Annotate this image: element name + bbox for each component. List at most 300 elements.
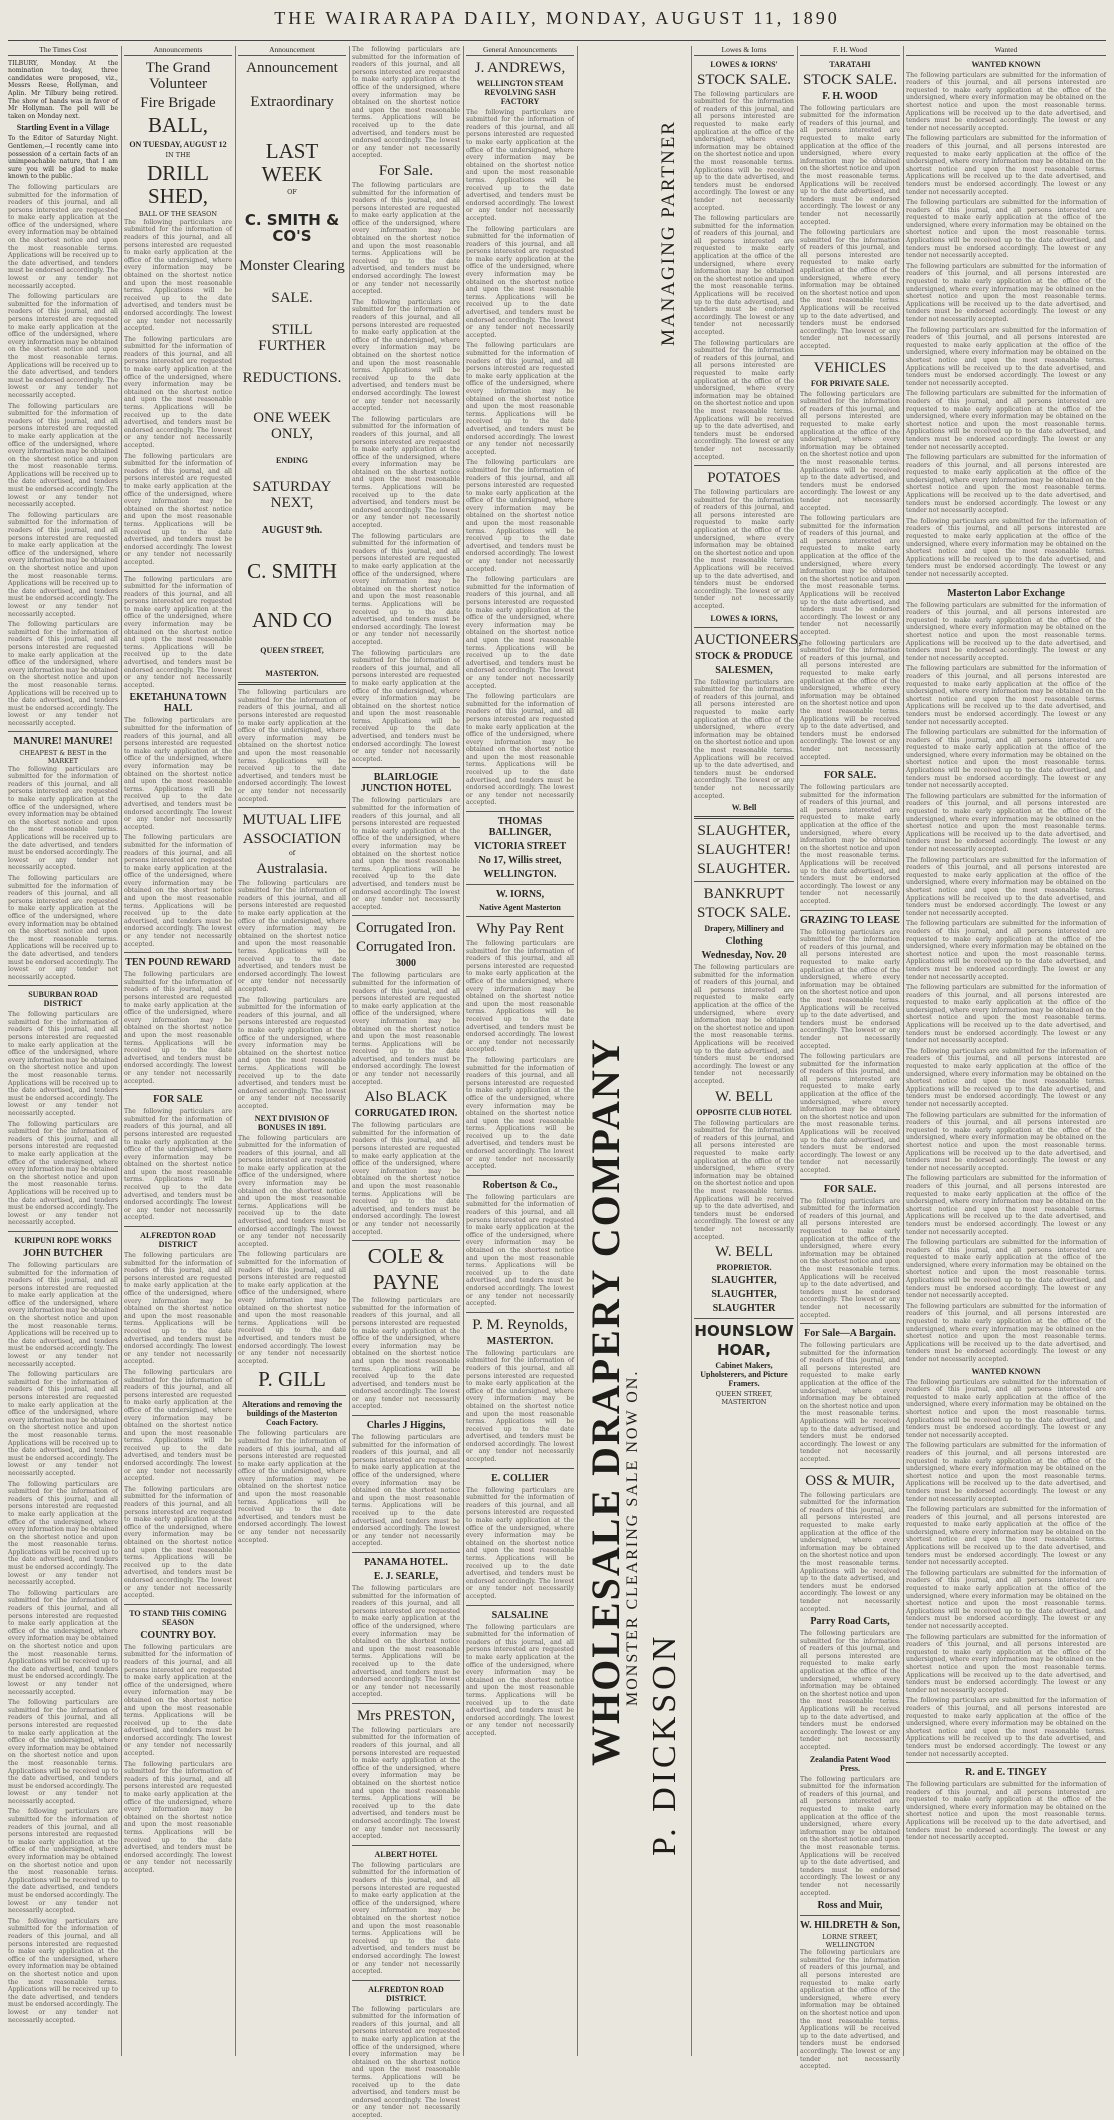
body-text: The following particulars are submitted for the information of readers of this journal, and all persons interested are requested to make early application at the office of the undersigned, where every information may be obtained on the shortest notice and upon the most reasonable terms. Applications will be received up to the date advertised, and tenders must be endorsed accordingly. The lowest or any tender not necessarily accepted. — [8, 402, 118, 509]
body-text: The following particulars are submitted for the information of readers of this journal, and all persons interested are requested to make early application at the office of the undersigned, where every information may be obtained on the shortest notice and upon the most reasonable terms. Applications will be received up to the date advertised, and tenders must be endorsed accordingly. The lowest or any tender not necessarily accepted. — [694, 90, 794, 212]
divider — [800, 1915, 900, 1916]
ad-heading: SUBURBAN ROAD DISTRICT — [28, 990, 98, 1009]
body-text: The following particulars are submitted for the information of readers of this journal, and all persons interested are requested to make early application at the office of the undersigned, where every information may be obtained on the shortest notice and upon the most reasonable terms. Applications will be received up to the date advertised, and tenders must be endorsed accordingly. The lowest or any tender not necessarily accepted. — [906, 1175, 1106, 1236]
news-paragraph: To the Editor of Saturday Night. Gentlemen,—I recently came into possession of a certain facts of an unimpeachable nature, that I am sure you will be glad to make known to the public. — [8, 135, 118, 181]
masthead — [0, 0, 1114, 40]
body-text: The following particulars are submitted for the information of readers of this journal, and all persons interested are requested to make early application at the office of the undersigned, where every information may be obtained on the shortest notice and upon the most reasonable terms. Applications will be received up to the date advertised, and tenders must be endorsed accordingly. The lowest or any tender not necessarily accepted. — [352, 2005, 460, 2119]
ad-heading: Mrs PRESTON, — [356, 1707, 456, 1724]
ad-caption: of — [288, 849, 296, 858]
ad-heading: Extraordinary — [250, 93, 334, 110]
ad-heading: Clothing — [725, 936, 763, 948]
ad-heading: MANURE! MANURE! — [13, 736, 113, 748]
body-text: The following particulars are submitted for the information of readers of this journal, and all persons interested are requested to make early application at the office of the undersigned, where every information may be obtained on the shortest notice and upon the most reasonable terms. Applications will be received up to the date advertised, and tenders must be endorsed accordingly. The lowest or any tender not necessarily accepted. — [466, 1349, 574, 1464]
body-text: The following particulars are submitted for the information of readers of this journal, and all persons interested are requested to make early application at the office of the undersigned, where every information may be obtained on the shortest notice and upon the most reasonable terms. Applications will be received up to the date advertised, and tenders must be endorsed accordingly. The lowest or any tender not necessarily accepted. — [352, 649, 460, 763]
body-text: The following particulars are submitted for the information of readers of this journal, and all persons interested are requested to make early application at the office of the undersigned, where every information may be obtained on the shortest notice and upon the most reasonable terms. Applications will be received up to the date advertised, and tenders must be endorsed accordingly. The lowest or any tender not necessarily accepted. — [352, 46, 460, 160]
divider — [800, 355, 900, 356]
ad-heading: SLAUGHTER. — [697, 861, 791, 878]
ad-vertical-heading: WHOLESALE DRAPERY COMPANY — [583, 1037, 628, 1766]
body-text: The following particulars are submitted for the information of readers of this journal, and all persons interested are requested to make early application at the office of the undersigned, where every information may be obtained on the shortest notice and upon the most reasonable terms. Applications will be received up to the date advertised, and tenders must be endorsed accordingly. The lowest or any tender not necessarily accepted. — [906, 665, 1106, 726]
divider — [466, 811, 574, 812]
ad-heading: SALE. — [271, 290, 313, 307]
body-text: The following particulars are submitted for the information of readers of this journal, and all persons interested are requested to make early application at the office of the undersigned, where every information may be obtained on the shortest notice and upon the most reasonable terms. Applications will be received up to the date advertised, and tenders must be endorsed accordingly. The lowest or any tender not necessarily accepted. — [906, 1239, 1106, 1300]
body-text: The following particulars are submitted for the information of readers of this journal, and all persons interested are requested to make early application at the office of the undersigned, where every information may be obtained on the shortest notice and upon the most reasonable terms. Applications will be received up to the date advertised, and tenders must be endorsed accordingly. The lowest or any tender not necessarily accepted. — [124, 335, 232, 449]
divider — [238, 807, 346, 808]
body-text: The following particulars are submitted for the information of readers of this journal, and all persons interested are requested to make early application at the office of the undersigned, where every information may be obtained on the shortest notice and upon the most reasonable terms. Applications will be received up to the date advertised, and tenders must be endorsed accordingly. The lowest or any tender not necessarily accepted. — [466, 693, 574, 807]
body-text: The following particulars are submitted for the information of readers of this journal, and all persons interested are requested to make early application at the office of the undersigned, where every information may be obtained on the shortest notice and upon the most reasonable terms. Applications will be received up to the date advertised, and tenders must be endorsed accordingly. The lowest or any tender not necessarily accepted. — [906, 1111, 1106, 1172]
divider — [352, 1552, 460, 1553]
divider — [352, 1240, 460, 1241]
body-text: The following particulars are submitted for the information of readers of this journal, and all persons interested are requested to make early application at the office of the undersigned, where every information may be obtained on the shortest notice and upon the most reasonable terms. Applications will be received up to the date advertised, and tenders must be endorsed accordingly. The lowest or any tender not necessarily accepted. — [694, 489, 794, 610]
ad-heading: WELLINGTON. — [483, 869, 557, 881]
ad-heading: J. ANDREWS, — [474, 59, 566, 76]
ad-heading: DRILL SHED, — [147, 161, 209, 209]
ad-heading: GRAZING TO LEASE — [800, 914, 900, 926]
ad-subheading: 3000 — [396, 958, 416, 970]
ad-heading: Ross and Muir, — [817, 1900, 883, 1912]
news-paragraph: TILBURY, Monday. At the nomination to-day, three candidates were proposed, viz., Messrs Reese, Hollyman, and Aplin. Mr Tilbury being retired. The show of hands was in favor of Mr Hollyman. The poll will be taken on Monday next. — [8, 59, 118, 120]
body-text: The following particulars are submitted for the information of readers of this journal, and all persons interested are requested to make early application at the office of the undersigned, where every information may be obtained on the shortest notice and upon the most reasonable terms. Applications will be received up to the date advertised, and tenders must be endorsed accordingly. The lowest or any tender not necessarily accepted. — [906, 920, 1106, 981]
ad-heading: F. H. WOOD — [822, 90, 878, 102]
ad-heading: W. BELL — [715, 1088, 773, 1105]
body-text: The following particulars are submitted for the information of readers of this journal, and all persons interested are requested to make early application at the office of the undersigned, where every information may be obtained on the shortest notice and upon the most reasonable terms. Applications will be received up to the date advertised, and tenders must be endorsed accordingly. The lowest or any tender not necessarily accepted. — [352, 1726, 460, 1841]
body-text: The following particulars are submitted for the information of readers of this journal, and all persons interested are requested to make early application at the office of the undersigned, where every information may be obtained on the shortest notice and upon the most reasonable terms. Applications will be received up to the date advertised, and tenders must be endorsed accordingly. The lowest or any tender not necessarily accepted. — [352, 1861, 460, 1976]
ad-heading: STOCK SALE. — [697, 71, 791, 88]
ad-heading: FOR SALE. — [823, 1183, 877, 1195]
body-text: The following particulars are submitted for the information of readers of this journal, and all persons interested are requested to make early application at the office of the undersigned, where every information may be obtained on the shortest notice and upon the most reasonable terms. Applications will be received up to the date advertised, and tenders must be endorsed accordingly. The lowest or any tender not necessarily accepted. — [8, 1589, 118, 1696]
body-text: The following particulars are submitted for the information of readers of this journal, and all persons interested are requested to make early application at the office of the undersigned, where every information may be obtained on the shortest notice and upon the most reasonable terms. Applications will be received up to the date advertised, and tenders must be endorsed accordingly. The lowest or any tender not necessarily accepted. — [124, 452, 232, 566]
ad-heading: LAST WEEK — [261, 138, 323, 186]
body-text: The following particulars are submitted for the information of readers of this journal, and all persons interested are requested to make early application at the office of the undersigned, where every information may be obtained on the shortest notice and upon the most reasonable terms. Applications will be received up to the date advertised, and tenders must be endorsed accordingly. The lowest or any tender not necessarily accepted. — [8, 874, 118, 981]
body-text: The following particulars are submitted for the information of readers of this journal, and all persons interested are requested to make early application at the office of the undersigned, where every information may be obtained on the shortest notice and upon the most reasonable terms. Applications will be received up to the date advertised, and tenders must be endorsed accordingly. The lowest or any tender not necessarily accepted. — [906, 199, 1106, 260]
column-header: Lowes & Iorns — [694, 46, 794, 56]
divider — [124, 952, 232, 953]
body-text: The following particulars are submitted for the information of readers of this journal, and all persons interested are requested to make early application at the office of the undersigned, where every information may be obtained on the shortest notice and upon the most reasonable terms. Applications will be received up to the date advertised, and tenders must be endorsed accordingly. The lowest or any tender not necessarily accepted. — [906, 856, 1106, 917]
column-7 — [694, 45, 802, 2056]
body-text: The following particulars are submitted for the information of readers of this journal, and all persons interested are requested to make early application at the office of the undersigned, where every information may be obtained on the shortest notice and upon the most reasonable terms. Applications will be received up to the date advertised, and tenders must be endorsed accordingly. The lowest or any tender not necessarily accepted. — [238, 1251, 346, 1365]
body-text: The following particulars are submitted for the information of readers of this journal, and all persons interested are requested to make early application at the office of the undersigned, where every information may be obtained on the shortest notice and upon the most reasonable terms. Applications will be received up to the date advertised, and tenders must be endorsed accordingly. The lowest or any tender not necessarily accepted. — [906, 517, 1106, 578]
divider — [352, 1845, 460, 1846]
ad-heading: SLAUGHTER, — [711, 1289, 777, 1301]
divider — [800, 1323, 900, 1324]
ad-heading: ALBERT HOTEL — [374, 1849, 438, 1859]
body-text: The following particulars are submitted for the information of readers of this journal, and all persons interested are requested to make early application at the office of the undersigned, where every information may be obtained on the shortest notice and upon the most reasonable terms. Applications will be received up to the date advertised, and tenders must be endorsed accordingly. The lowest or any tender not necessarily accepted. — [124, 218, 232, 333]
body-text: The following particulars are submitted for the information of readers of this journal, and all persons interested are requested to make early application at the office of the undersigned, where every information may be obtained on the shortest notice and upon the most reasonable terms. Applications will be received up to the date advertised, and tenders must be endorsed accordingly. The lowest or any tender not necessarily accepted. — [694, 339, 794, 461]
column-header: Announcements — [124, 46, 232, 56]
ad-heading: JOHN BUTCHER — [23, 1247, 103, 1259]
ad-heading: TO STAND THIS COMING SEASON — [129, 1608, 227, 1627]
column-header: Announcement — [238, 46, 346, 56]
body-text: The following particulars are submitted for the information of readers of this journal, and all persons interested are requested to make early application at the office of the undersigned, where every information may be obtained on the shortest notice and upon the most reasonable terms. Applications will be received up to the date advertised, and tenders must be endorsed accordingly. The lowest or any tender not necessarily accepted. — [906, 1506, 1106, 1567]
body-text: The following particulars are submitted for the information of readers of this journal, and all persons interested are requested to make early application at the office of the undersigned, where every information may be obtained on the shortest notice and upon the most reasonable terms. Applications will be received up to the date advertised, and tenders must be endorsed accordingly. The lowest or any tender not necessarily accepted. — [800, 1949, 900, 2071]
column-2 — [124, 46, 232, 2056]
ad-heading: REDUCTIONS. — [242, 370, 342, 387]
ad-heading: OSS & MUIR, — [805, 1472, 895, 1489]
ad-heading: P. M. Reynolds, — [472, 1316, 568, 1333]
ad-vertical-name: P. DICKSON — [646, 1632, 683, 1856]
ad-subheading: PROPRIETOR. — [716, 1263, 772, 1273]
body-text: The following particulars are submitted for the information of readers of this journal, and all persons interested are requested to make early application at the office of the undersigned, where every information may be obtained on the shortest notice and upon the most reasonable terms. Applications will be received up to the date advertised, and tenders must be endorsed accordingly. The lowest or any tender not necessarily accepted. — [8, 621, 118, 727]
column-3 — [238, 46, 346, 2056]
column-rule — [797, 46, 798, 2056]
body-text: The following particulars are submitted for the information of readers of this journal, and all persons interested are requested to make early application at the office of the undersigned, where every information may be obtained on the shortest notice and upon the most reasonable terms. Applications will be received up to the date advertised, and tenders must be endorsed accordingly. The lowest or any tender not necessarily accepted. — [906, 984, 1106, 1045]
divider — [8, 985, 118, 986]
ad-heading: W. BELL — [715, 1244, 773, 1261]
ad-heading: STOCK & PRODUCE — [695, 650, 793, 662]
ad-heading: KURIPUNI ROPE WORKS — [14, 1235, 112, 1245]
body-text: The following particulars are submitted for the information of readers of this journal, and all persons interested are requested to make early application at the office of the undersigned, where every information may be obtained on the shortest notice and upon the most reasonable terms. Applications will be received up to the date advertised, and tenders must be endorsed accordingly. The lowest or any tender not necessarily accepted. — [124, 1368, 232, 1483]
body-text: The following particulars are submitted for the information of readers of this journal, and all persons interested are requested to make early application at the office of the undersigned, where every information may be obtained on the shortest notice and upon the most reasonable terms. Applications will be received up to the date advertised, and tenders must be endorsed accordingly. The lowest or any tender not necessarily accepted. — [352, 415, 460, 530]
ad-heading: PANAMA HOTEL. — [364, 1556, 448, 1568]
body-text: The following particulars are submitted for the information of readers of this journal, and all persons interested are requested to make early application at the office of the undersigned, where every information may be obtained on the shortest notice and upon the most reasonable terms. Applications will be received up to the date advertised, and tenders must be endorsed accordingly. The lowest or any tender not necessarily accepted. — [466, 1486, 574, 1600]
body-text: The following particulars are submitted for the information of readers of this journal, and all persons interested are requested to make early application at the office of the undersigned, where every information may be obtained on the shortest notice and upon the most reasonable terms. Applications will be received up to the date advertised, and tenders must be endorsed accordingly. The lowest or any tender not necessarily accepted. — [800, 390, 900, 512]
divider — [352, 1980, 460, 1981]
body-text: The following particulars are submitted for the information of readers of this journal, and all persons interested are requested to make early application at the office of the undersigned, where every information may be obtained on the shortest notice and upon the most reasonable terms. Applications will be received up to the date advertised, and tenders must be endorsed accordingly. The lowest or any tender not necessarily accepted. — [8, 511, 118, 618]
body-text: The following particulars are submitted for the information of readers of this journal, and all persons interested are requested to make early application at the office of the undersigned, where every information may be obtained on the shortest notice and upon the most reasonable terms. Applications will be received up to the date advertised, and tenders must be endorsed accordingly. The lowest or any tender not necessarily accepted. — [906, 454, 1106, 515]
body-text: The following particulars are submitted for the information of readers of this journal, and all persons interested are requested to make early application at the office of the undersigned, where every information may be obtained on the shortest notice and upon the most reasonable terms. Applications will be received up to the date advertised, and tenders must be endorsed accordingly. The lowest or any tender not necessarily accepted. — [238, 879, 346, 993]
body-text: The following particulars are submitted for the information of readers of this journal, and all persons interested are requested to make early application at the office of the undersigned, where every information may be obtained on the shortest notice and upon the most reasonable terms. Applications will be received up to the date advertised, and tenders must be endorsed accordingly. The lowest or any tender not necessarily accepted. — [352, 1434, 460, 1548]
wholesale-drapery-ad — [580, 46, 688, 2056]
ad-heading: Corrugated Iron. — [356, 939, 456, 956]
divider — [906, 583, 1106, 584]
ad-heading: STOCK SALE. — [697, 905, 791, 922]
divider — [906, 1762, 1106, 1763]
body-text: The following particulars are submitted for the information of readers of this journal, and all persons interested are requested to make early application at the office of the undersigned, where every information may be obtained on the shortest notice and upon the most reasonable terms. Applications will be received up to the date advertised, and tenders must be endorsed accordingly. The lowest or any tender not necessarily accepted. — [466, 1193, 574, 1308]
divider — [352, 767, 460, 768]
ad-subheading: ENDING — [275, 456, 308, 466]
ad-heading: SLAUGHTER — [712, 1303, 776, 1315]
divider — [694, 465, 794, 466]
ad-subheading: OPPOSITE CLUB HOTEL — [696, 1107, 792, 1117]
ad-heading: SALESMEN, — [715, 664, 773, 676]
ad-subheading: LOWES & IORNS, — [710, 613, 778, 623]
ad-subheading: W. Bell — [731, 803, 757, 813]
body-text: The following particulars are submitted for the information of readers of this journal, and all persons interested are requested to make early application at the office of the undersigned, where every information may be obtained on the shortest notice and upon the most reasonable terms. Applications will be received up to the date advertised, and tenders must be endorsed accordingly. The lowest or any tender not necessarily accepted. — [906, 71, 1106, 132]
ad-heading: No 17, Willis street, — [478, 855, 562, 867]
ad-heading: C. SMITH — [247, 559, 337, 584]
ad-heading: The Grand Volunteer — [145, 59, 211, 92]
ad-heading: SLAUGHTER, — [697, 823, 791, 840]
article-heading: Startling Event in a Village — [16, 123, 110, 133]
ad-subheading: Drapery, Millinery and — [704, 924, 784, 934]
ad-caption: BALL OF THE SEASON — [138, 210, 218, 219]
ad-heading: Robertson & Co., — [482, 1179, 558, 1191]
ad-heading: C. SMITH & CO'S — [244, 211, 340, 246]
body-text: The following particulars are submitted for the information of readers of this journal, and all persons interested are requested to make early application at the office of the undersigned, where every information may be obtained on the shortest notice and upon the most reasonable terms. Applications will be received up to the date advertised, and tenders must be endorsed accordingly. The lowest or any tender not necessarily accepted. — [352, 1122, 460, 1236]
ad-heading: EKETAHUNA TOWN HALL — [129, 692, 227, 715]
ad-subheading: NEXT DIVISION OF BONUSES IN 1891. — [254, 1113, 330, 1132]
divider — [694, 816, 794, 819]
body-text: The following particulars are submitted for the information of readers of this journal, and all persons interested are requested to make early application at the office of the undersigned, where every information may be obtained on the shortest notice and upon the most reasonable terms. Applications will be received up to the date advertised, and tenders must be endorsed accordingly. The lowest or any tender not necessarily accepted. — [124, 717, 232, 831]
ad-heading: MUTUAL LIFE — [242, 812, 342, 829]
ad-subheading: FOR PRIVATE SALE. — [810, 378, 890, 388]
body-text: The following particulars are submitted for the information of readers of this journal, and all persons interested are requested to make early application at the office of the undersigned, where every information may be obtained on the shortest notice and upon the most reasonable terms. Applications will be received up to the date advertised, and tenders must be endorsed accordingly. The lowest or any tender not necessarily accepted. — [124, 1485, 232, 1600]
divider — [466, 1605, 574, 1606]
body-text: The following particulars are submitted for the information of readers of this journal, and all persons interested are requested to make early application at the office of the undersigned, where every information may be obtained on the shortest notice and upon the most reasonable terms. Applications will be received up to the date advertised, and tenders must be endorsed accordingly. The lowest or any tender not necessarily accepted. — [8, 1917, 118, 2024]
body-text: The following particulars are submitted for the information of readers of this journal, and all persons interested are requested to make early application at the office of the undersigned, where every information may be obtained on the shortest notice and upon the most reasonable terms. Applications will be received up to the date advertised, and tenders must be endorsed accordingly. The lowest or any tender not necessarily accepted. — [352, 532, 460, 646]
ad-heading: Parry Road Carts, — [810, 1616, 890, 1628]
ad-heading: Also BLACK — [364, 1089, 448, 1106]
divider — [800, 1468, 900, 1469]
body-text: The following particulars are submitted for the information of readers of this journal, and all persons interested are requested to make early application at the office of the undersigned, where every information may be obtained on the shortest notice and upon the most reasonable terms. Applications will be received up to the date advertised, and tenders must be endorsed accordingly. The lowest or any tender not necessarily accepted. — [466, 459, 574, 573]
divider — [238, 682, 346, 685]
body-text: The following particulars are submitted for the information of readers of this journal, and all persons interested are requested to make early application at the office of the undersigned, where every information may be obtained on the shortest notice and upon the most reasonable terms. Applications will be received up to the date advertised, and tenders must be endorsed accordingly. The lowest or any tender not necessarily accepted. — [906, 390, 1106, 451]
ad-vertical-title: MANAGING PARTNER — [658, 120, 679, 346]
column-rule — [577, 46, 578, 2056]
body-text: The following particulars are submitted for the information of readers of this journal, and all persons interested are requested to make early application at the office of the undersigned, where every information may be obtained on the shortest notice and upon the most reasonable terms. Applications will be received up to the date advertised, and tenders must be endorsed accordingly. The lowest or any tender not necessarily accepted. — [8, 1480, 118, 1587]
ad-heading: CORRUGATED IRON. — [354, 1108, 458, 1120]
column-rule — [349, 46, 350, 2056]
ad-heading: SLAUGHTER, — [711, 1275, 777, 1287]
ad-heading: BLAIRLOGIE JUNCTION HOTEL — [360, 772, 452, 795]
ad-heading: ONE WEEK ONLY, — [253, 410, 331, 443]
ad-heading: W. IORNS, — [495, 889, 545, 901]
body-text: The following particulars are submitted for the information of readers of this journal, and all persons interested are requested to make early application at the office of the undersigned, where every information may be obtained on the shortest notice and upon the most reasonable terms. Applications will be received up to the date advertised, and tenders must be endorsed accordingly. The lowest or any tender not necessarily accepted. — [906, 135, 1106, 196]
ad-heading: WANTED KNOWN — [971, 1366, 1041, 1376]
ad-heading: W. HILDRETH & Son, — [800, 1920, 900, 1932]
ad-heading: WANTED KNOWN — [971, 59, 1041, 69]
body-text: The following particulars are submitted for the information of readers of this journal, and all persons interested are requested to make early application at the office of the undersigned, where every information may be obtained on the shortest notice and upon the most reasonable terms. Applications will be received up to the date advertised, and tenders must be endorsed accordingly. The lowest or any tender not necessarily accepted. — [466, 576, 574, 690]
body-text: The following particulars are submitted for the information of readers of this journal, and all persons interested are requested to make early application at the office of the undersigned, where every information may be obtained on the shortest notice and upon the most reasonable terms. Applications will be received up to the date advertised, and tenders must be endorsed accordingly. The lowest or any tender not necessarily accepted. — [124, 1760, 232, 1874]
body-text: The following particulars are submitted for the information of readers of this journal, and all persons interested are requested to make early application at the office of the undersigned, where every information may be obtained on the shortest notice and upon the most reasonable terms. Applications will be received up to the date advertised, and tenders must be endorsed accordingly. The lowest or any tender not necessarily accepted. — [124, 575, 232, 689]
divider — [694, 627, 794, 628]
ad-heading: HOUNSLOW — [694, 1322, 794, 1341]
column-header: F. H. Wood — [800, 46, 900, 56]
ad-heading: STOCK SALE. — [803, 71, 897, 88]
body-text: The following particulars are submitted for the information of readers of this journal, and all persons interested are requested to make early application at the office of the undersigned, where every information may be obtained on the shortest notice and upon the most reasonable terms. Applications will be received up to the date advertised, and tenders must be endorsed accordingly. The lowest or any tender not necessarily accepted. — [124, 834, 232, 948]
ad-subheading: MASTERTON. — [265, 669, 319, 679]
body-text: The following particulars are submitted for the information of readers of this journal, and all persons interested are requested to make early application at the office of the undersigned, where every information may be obtained on the shortest notice and upon the most reasonable terms. Applications will be received up to the date advertised, and tenders must be endorsed accordingly. The lowest or any tender not necessarily accepted. — [694, 1119, 794, 1241]
ad-heading: E. COLLIER — [491, 1472, 549, 1484]
body-text: The following particulars are submitted for the information of readers of this journal, and all persons interested are requested to make early application at the office of the undersigned, where every information may be obtained on the shortest notice and upon the most reasonable terms. Applications will be received up to the date advertised, and tenders must be endorsed accordingly. The lowest or any tender not necessarily accepted. — [8, 1808, 118, 1915]
column-header: General Announcements — [466, 46, 574, 56]
divider — [694, 1318, 794, 1319]
body-text: The following particulars are submitted for the information of readers of this journal, and all persons interested are requested to make early application at the office of the undersigned, where every information may be obtained on the shortest notice and upon the most reasonable terms. Applications will be received up to the date advertised, and tenders must be endorsed accordingly. The lowest or any tender not necessarily accepted. — [238, 996, 346, 1110]
column-rule — [463, 46, 464, 2056]
divider — [466, 916, 574, 917]
ad-heading: STILL FURTHER — [258, 322, 326, 355]
body-text: The following particulars are submitted for the information of readers of this journal, and all persons interested are requested to make early application at the office of the undersigned, where every information may be obtained on the shortest notice and upon the most reasonable terms. Applications will be received up to the date advertised, and tenders must be endorsed accordingly. The lowest or any tender not necessarily accepted. — [906, 1633, 1106, 1694]
column-1 — [8, 46, 118, 2056]
body-text: The following particulars are submitted for the information of readers of this journal, and all persons interested are requested to make early application at the office of the undersigned, where every information may be obtained on the shortest notice and upon the most reasonable terms. Applications will be received up to the date advertised, and tenders must be endorsed accordingly. The lowest or any tender not necessarily accepted. — [238, 689, 346, 803]
divider — [466, 1468, 574, 1469]
ad-heading: R. and E. TINGEY — [965, 1767, 1047, 1779]
ad-subheading: ON TUESDAY, AUGUST 12 — [129, 139, 227, 149]
ad-vertical-subheading: MONSTER CLEARING SALE NOW ON. — [624, 1369, 641, 1706]
ad-heading: Why Pay Rent — [476, 921, 564, 938]
ad-heading: Wednesday, Nov. 20 — [701, 950, 787, 962]
body-text: The following particulars are submitted for the information of readers of this journal, and all persons interested are requested to make early application at the office of the undersigned, where every information may be obtained on the shortest notice and upon the most reasonable terms. Applications will be received up to the date advertised, and tenders must be endorsed accordingly. The lowest or any tender not necessarily accepted. — [906, 262, 1106, 323]
body-text: The following particulars are submitted for the information of readers of this journal, and all persons interested are requested to make early application at the office of the undersigned, where every information may be obtained on the shortest notice and upon the most reasonable terms. Applications will be received up to the date advertised, and tenders must be endorsed accordingly. The lowest or any tender not necessarily accepted. — [352, 797, 460, 911]
body-text: The following particulars are submitted for the information of readers of this journal, and all persons interested are requested to make early application at the office of the undersigned, where every information may be obtained on the shortest notice and upon the most reasonable terms. Applications will be received up to the date advertised, and tenders must be endorsed accordingly. The lowest or any tender not necessarily accepted. — [800, 928, 900, 1050]
divider — [694, 881, 794, 882]
ad-heading: Charles J Higgins, — [366, 1420, 446, 1432]
ad-heading: Announcement — [246, 59, 338, 76]
ad-heading: ALFREDTON ROAD DISTRICT — [140, 1231, 216, 1250]
ad-heading: FOR SALE. — [823, 770, 877, 782]
body-text: The following particulars are submitted for the information of readers of this journal, and all persons interested are requested to make early application at the office of the undersigned, where every information may be obtained on the shortest notice and upon the most reasonable terms. Applications will be received up to the date advertised, and tenders must be endorsed accordingly. The lowest or any tender not necessarily accepted. — [906, 792, 1106, 853]
ad-subheading: Native Agent Masterton — [479, 903, 561, 913]
divider — [466, 884, 574, 885]
body-text: The following particulars are submitted for the information of readers of this journal, and all persons interested are requested to make early application at the office of the undersigned, where every information may be obtained on the shortest notice and upon the most reasonable terms. Applications will be received up to the date advertised, and tenders must be endorsed accordingly. The lowest or any tender not necessarily accepted. — [906, 1697, 1106, 1758]
body-text: The following particulars are submitted for the information of readers of this journal, and all persons interested are requested to make early application at the office of the undersigned, where every information may be obtained on the shortest notice and upon the most reasonable terms. Applications will be received up to the date advertised, and tenders must be endorsed accordingly. The lowest or any tender not necessarily accepted. — [906, 326, 1106, 387]
body-text: The following particulars are submitted for the information of readers of this journal, and all persons interested are requested to make early application at the office of the undersigned, where every information may be obtained on the shortest notice and upon the most reasonable terms. Applications will be received up to the date advertised, and tenders must be endorsed accordingly. The lowest or any tender not necessarily accepted. — [906, 1047, 1106, 1108]
ad-heading: AUCTIONEERS, — [694, 631, 802, 648]
divider — [800, 765, 900, 766]
divider — [8, 1231, 118, 1232]
column-rule — [235, 46, 236, 2056]
body-text: The following particulars are submitted for the information of readers of this journal, and all persons interested are requested to make early application at the office of the undersigned, where every information may be obtained on the shortest notice and upon the most reasonable terms. Applications will be received up to the date advertised, and tenders must be endorsed accordingly. The lowest or any tender not necessarily accepted. — [8, 1011, 118, 1117]
body-text: The following particulars are submitted for the information of readers of this journal, and all persons interested are requested to make early application at the office of the undersigned, where every information may be obtained on the shortest notice and upon the most reasonable terms. Applications will be received up to the date advertised, and tenders must be endorsed accordingly. The lowest or any tender not necessarily accepted. — [8, 1120, 118, 1227]
ad-heading: HOAR, — [716, 1341, 772, 1360]
ad-caption: OF — [287, 187, 297, 196]
body-text: The following particulars are submitted for the information of readers of this journal, and all persons interested are requested to make early application at the office of the undersigned, where every information may be obtained on the shortest notice and upon the most reasonable terms. Applications will be received up to the date advertised, and tenders must be endorsed accordingly. The lowest or any tender not necessarily accepted. — [352, 972, 460, 1086]
divider — [352, 915, 460, 916]
body-text: The following particulars are submitted for the information of readers of this journal, and all persons interested are requested to make early application at the office of the undersigned, where every information may be obtained on the shortest notice and upon the most reasonable terms. Applications will be received up to the date advertised, and tenders must be endorsed accordingly. The lowest or any tender not necessarily accepted. — [352, 298, 460, 413]
body-text: The following particulars are submitted for the information of readers of this journal, and all persons interested are requested to make early application at the office of the undersigned, where every information may be obtained on the shortest notice and upon the most reasonable terms. Applications will be received up to the date advertised, and tenders must be endorsed accordingly. The lowest or any tender not necessarily accepted. — [800, 1630, 900, 1751]
ad-subheading: Cabinet Makers, Upholsterers, and Picture Framers. — [700, 1361, 788, 1389]
column-rule — [691, 46, 692, 2056]
ad-heading: VICTORIA STREET — [473, 841, 567, 853]
body-text: The following particulars are submitted for the information of readers of this journal, and all persons interested are requested to make early application at the office of the undersigned, where every information may be obtained on the shortest notice and upon the most reasonable terms. Applications will be received up to the date advertised, and tenders must be endorsed accordingly. The lowest or any tender not necessarily accepted. — [466, 1056, 574, 1171]
ad-heading: Alterations and removing the buildings of the Masterton Coach Factory. — [241, 1400, 343, 1428]
body-text: The following particulars are submitted for the information of readers of this journal, and all persons interested are requested to make early application at the office of the undersigned, where every information may be obtained on the shortest notice and upon the most reasonable terms. Applications will be received up to the date advertised, and tenders must be endorsed accordingly. The lowest or any tender not necessarily accepted. — [466, 108, 574, 222]
body-text: The following particulars are submitted for the information of readers of this journal, and all persons interested are requested to make early application at the office of the undersigned, where every information may be obtained on the shortest notice and upon the most reasonable terms. Applications will be received up to the date advertised, and tenders must be endorsed accordingly. The lowest or any tender not necessarily accepted. — [352, 1584, 460, 1699]
body-text: The following particulars are submitted for the information of readers of this journal, and all persons interested are requested to make early application at the office of the undersigned, where every information may be obtained on the shortest notice and upon the most reasonable terms. Applications will be received up to the date advertised, and tenders must be endorsed accordingly. The lowest or any tender not necessarily accepted. — [8, 1371, 118, 1477]
body-text: The following particulars are submitted for the information of readers of this journal, and all persons interested are requested to make early application at the office of the undersigned, where every information may be obtained on the shortest notice and upon the most reasonable terms. Applications will be received up to the date advertised, and tenders must be endorsed accordingly. The lowest or any tender not necessarily accepted. — [466, 940, 574, 1054]
body-text: The following particulars are submitted for the information of readers of this journal, and all persons interested are requested to make early application at the office of the undersigned, where every information may be obtained on the shortest notice and upon the most reasonable terms. Applications will be received up to the date advertised, and tenders must be endorsed accordingly. The lowest or any tender not necessarily accepted. — [800, 1197, 900, 1319]
ad-heading: PAYNE — [372, 1270, 440, 1295]
body-text: The following particulars are submitted for the information of readers of this journal, and all persons interested are requested to make early application at the office of the undersigned, where every information may be obtained on the shortest notice and upon the most reasonable terms. Applications will be received up to the date advertised, and tenders must be endorsed accordingly. The lowest or any tender not necessarily accepted. — [800, 639, 900, 761]
ad-subheading: LOWES & IORNS' — [710, 59, 778, 69]
divider — [124, 1226, 232, 1227]
ad-heading: E. J. SEARLE, — [373, 1570, 439, 1582]
ad-subheading: TARATAHI — [829, 59, 871, 69]
body-text: The following particulars are submitted for the information of readers of this journal, and all persons interested are requested to make early application at the office of the undersigned, where every information may be obtained on the shortest notice and upon the most reasonable terms. Applications will be received up to the date advertised, and tenders must be endorsed accordingly. The lowest or any tender not necessarily accepted. — [694, 964, 794, 1085]
ad-heading: Australasia. — [256, 860, 328, 877]
ad-heading: ALFREDTON ROAD DISTRICT. — [368, 1984, 444, 2003]
body-text: The following particulars are submitted for the information of readers of this journal, and all persons interested are requested to make early application at the office of the undersigned, where every information may be obtained on the shortest notice and upon the most reasonable terms. Applications will be received up to the date advertised, and tenders must be endorsed accordingly. The lowest or any tender not necessarily accepted. — [800, 229, 900, 350]
ad-subheading: CHEAPEST & BEST in the MARKET — [19, 749, 107, 766]
body-text: The following particulars are submitted for the information of readers of this journal, and all persons interested are requested to make early application at the office of the undersigned, where every information may be obtained on the shortest notice and upon the most reasonable terms. Applications will be received up to the date advertised, and tenders must be endorsed accordingly. The lowest or any tender not necessarily accepted. — [238, 1430, 346, 1544]
ad-heading: P. GILL — [258, 1367, 326, 1392]
column-header: Wanted — [906, 46, 1106, 56]
ad-heading: COUNTRY BOY. — [140, 1629, 216, 1641]
body-text: The following particulars are submitted for the information of readers of this journal, and all persons interested are requested to make early application at the office of the undersigned, where every information may be obtained on the shortest notice and upon the most reasonable terms. Applications will be received up to the date advertised, and tenders must be endorsed accordingly. The lowest or any tender not necessarily accepted. — [906, 1569, 1106, 1630]
body-text: The following particulars are submitted for the information of readers of this journal, and all persons interested are requested to make early application at the office of the undersigned, where every information may be obtained on the shortest notice and upon the most reasonable terms. Applications will be received up to the date advertised, and tenders must be endorsed accordingly. The lowest or any tender not necessarily accepted. — [238, 1134, 346, 1248]
body-text: The following particulars are submitted for the information of readers of this journal, and all persons interested are requested to make early application at the office of the undersigned, where every information may be obtained on the shortest notice and upon the most reasonable terms. Applications will be received up to the date advertised, and tenders must be endorsed accordingly. The lowest or any tender not necessarily accepted. — [694, 215, 794, 336]
body-text: The following particulars are submitted for the information of readers of this journal, and all persons interested are requested to make early application at the office of the undersigned, where every information may be obtained on the shortest notice and upon the most reasonable terms. Applications will be received up to the date advertised, and tenders must be endorsed accordingly. The lowest or any tender not necessarily accepted. — [8, 765, 118, 872]
column-4 — [352, 46, 460, 2119]
ad-caption: IN THE — [165, 150, 191, 159]
column-5 — [466, 46, 574, 2056]
ad-heading: Corrugated Iron. — [356, 920, 456, 937]
ad-heading: ASSOCIATION — [242, 831, 342, 848]
body-text: The following particulars are submitted for the information of readers of this journal, and all persons interested are requested to make early application at the office of the undersigned, where every information may be obtained on the shortest notice and upon the most reasonable terms. Applications will be received up to the date advertised, and tenders must be endorsed accordingly. The lowest or any tender not necessarily accepted. — [800, 515, 900, 636]
column-header: The Times Cost — [8, 46, 118, 56]
divider — [352, 1415, 460, 1416]
body-text: The following particulars are submitted for the information of readers of this journal, and all persons interested are requested to make early application at the office of the undersigned, where every information may be obtained on the shortest notice and upon the most reasonable terms. Applications will be received up to the date advertised, and tenders must be endorsed accordingly. The lowest or any tender not necessarily accepted. — [906, 601, 1106, 662]
body-text: The following particulars are submitted for the information of readers of this journal, and all persons interested are requested to make early application at the office of the undersigned, where every information may be obtained on the shortest notice and upon the most reasonable terms. Applications will be received up to the date advertised, and tenders must be endorsed accordingly. The lowest or any tender not necessarily accepted. — [466, 342, 574, 456]
ad-heading: BANKRUPT — [703, 886, 785, 903]
column-rule — [903, 46, 904, 2056]
body-text: The following particulars are submitted for the information of readers of this journal, and all persons interested are requested to make early application at the office of the undersigned, where every information may be obtained on the shortest notice and upon the most reasonable terms. Applications will be received up to the date advertised, and tenders must be endorsed accordingly. The lowest or any tender not necessarily accepted. — [466, 225, 574, 339]
body-text: The following particulars are submitted for the information of readers of this journal, and all persons interested are requested to make early application at the office of the undersigned, where every information may be obtained on the shortest notice and upon the most reasonable terms. Applications will be received up to the date advertised, and tenders must be endorsed accordingly. The lowest or any tender not necessarily accepted. — [906, 1302, 1106, 1363]
body-text: The following particulars are submitted for the information of readers of this journal, and all persons interested are requested to make early application at the office of the undersigned, where every information may be obtained on the shortest notice and upon the most reasonable terms. Applications will be received up to the date advertised, and tenders must be endorsed accordingly. The lowest or any tender not necessarily accepted. — [124, 1643, 232, 1758]
ad-heading: For Sale. — [378, 162, 434, 179]
divider — [466, 1175, 574, 1176]
ad-heading: Masterton Labor Exchange — [947, 587, 1065, 599]
ad-subheading: QUEEN STREET, — [260, 646, 324, 656]
body-text: The following particulars are submitted for the information of readers of this journal, and all persons interested are requested to make early application at the office of the undersigned, where every information may be obtained on the shortest notice and upon the most reasonable terms. Applications will be received up to the date advertised, and tenders must be endorsed accordingly. The lowest or any tender not necessarily accepted. — [800, 784, 900, 905]
ad-heading: POTATOES — [707, 470, 781, 487]
ad-subheading: Zealandia Patent Wood Press. — [809, 1754, 891, 1773]
body-text: The following particulars are submitted for the information of readers of this journal, and all persons interested are requested to make early application at the office of the undersigned, where every information may be obtained on the shortest notice and upon the most reasonable terms. Applications will be received up to the date advertised, and tenders must be endorsed accordingly. The lowest or any tender not necessarily accepted. — [8, 293, 118, 399]
body-text: The following particulars are submitted for the information of readers of this journal, and all persons interested are requested to make early application at the office of the undersigned, where every information may be obtained on the shortest notice and upon the most reasonable terms. Applications will be received up to the date advertised, and tenders must be endorsed accordingly. The lowest or any tender not necessarily accepted. — [466, 1623, 574, 1737]
ad-heading: For Sale—A Bargain. — [804, 1328, 896, 1340]
body-text: The following particulars are submitted for the information of readers of this journal, and all persons interested are requested to make early application at the office of the undersigned, where every information may be obtained on the shortest notice and upon the most reasonable terms. Applications will be received up to the date advertised, and tenders must be endorsed accordingly. The lowest or any tender not necessarily accepted. — [124, 971, 232, 1085]
ad-heading: Monster Clearing — [239, 258, 345, 275]
body-text: The following particulars are submitted for the information of readers of this journal, and all persons interested are requested to make early application at the office of the undersigned, where every information may be obtained on the shortest notice and upon the most reasonable terms. Applications will be received up to the date advertised, and tenders must be endorsed accordingly. The lowest or any tender not necessarily accepted. — [694, 678, 794, 800]
divider — [124, 571, 232, 572]
divider — [8, 731, 118, 732]
column-9 — [906, 46, 1106, 2056]
body-text: The following particulars are submitted for the information of readers of this journal, and all persons interested are requested to make early application at the office of the undersigned, where every information may be obtained on the shortest notice and upon the most reasonable terms. Applications will be received up to the date advertised, and tenders must be endorsed accordingly. The lowest or any tender not necessarily accepted. — [800, 104, 900, 226]
ad-heading: AND CO — [252, 608, 332, 633]
ad-subheading: WELLINGTON STEAM REVOLVING SASH FACTORY — [476, 78, 564, 106]
ad-subheading: AUGUST 9th. — [261, 525, 323, 537]
body-text: The following particulars are submitted for the information of readers of this journal, and all persons interested are requested to make early application at the office of the undersigned, where every information may be obtained on the shortest notice and upon the most reasonable terms. Applications will be received up to the date advertised, and tenders must be endorsed accordingly. The lowest or any tender not necessarily accepted. — [906, 1781, 1106, 1842]
divider — [800, 1179, 900, 1180]
ad-heading: SATURDAY NEXT, — [252, 479, 332, 512]
ad-heading: MASTERTON. — [486, 1335, 554, 1347]
divider — [124, 1604, 232, 1605]
body-text: The following particulars are submitted for the information of readers of this journal, and all persons interested are requested to make early application at the office of the undersigned, where every information may be obtained on the shortest notice and upon the most reasonable terms. Applications will be received up to the date advertised, and tenders must be endorsed accordingly. The lowest or any tender not necessarily accepted. — [800, 1775, 900, 1897]
body-text: The following particulars are submitted for the information of readers of this journal, and all persons interested are requested to make early application at the office of the undersigned, where every information may be obtained on the shortest notice and upon the most reasonable terms. Applications will be received up to the date advertised, and tenders must be endorsed accordingly. The lowest or any tender not necessarily accepted. — [124, 1108, 232, 1222]
body-text: The following particulars are submitted for the information of readers of this journal, and all persons interested are requested to make early application at the office of the undersigned, where every information may be obtained on the shortest notice and upon the most reasonable terms. Applications will be received up to the date advertised, and tenders must be endorsed accordingly. The lowest or any tender not necessarily accepted. — [124, 1252, 232, 1366]
body-text: The following particulars are submitted for the information of readers of this journal, and all persons interested are requested to make early application at the office of the undersigned, where every information may be obtained on the shortest notice and upon the most reasonable terms. Applications will be received up to the date advertised, and tenders must be endorsed accordingly. The lowest or any tender not necessarily accepted. — [906, 1378, 1106, 1439]
body-text: The following particulars are submitted for the information of readers of this journal, and all persons interested are requested to make early application at the office of the undersigned, where every information may be obtained on the shortest notice and upon the most reasonable terms. Applications will be received up to the date advertised, and tenders must be endorsed accordingly. The lowest or any tender not necessarily accepted. — [8, 1699, 118, 1805]
body-text: The following particulars are submitted for the information of readers of this journal, and all persons interested are requested to make early application at the office of the undersigned, where every information may be obtained on the shortest notice and upon the most reasonable terms. Applications will be received up to the date advertised, and tenders must be endorsed accordingly. The lowest or any tender not necessarily accepted. — [800, 1053, 900, 1174]
ad-heading: SLAUGHTER! — [696, 842, 792, 859]
body-text: The following particulars are submitted for the information of readers of this journal, and all persons interested are requested to make early application at the office of the undersigned, where every information may be obtained on the shortest notice and upon the most reasonable terms. Applications will be received up to the date advertised, and tenders must be endorsed accordingly. The lowest or any tender not necessarily accepted. — [352, 1297, 460, 1411]
ad-heading: COLE & — [367, 1244, 445, 1269]
ad-heading: VEHICLES — [813, 359, 887, 376]
divider — [800, 910, 900, 911]
ad-heading: FOR SALE — [153, 1094, 203, 1106]
newspaper-title: THE WAIRARAPA DAILY, MONDAY, AUGUST 11, 1890 — [274, 8, 840, 28]
body-text: The following particulars are submitted for the information of readers of this journal, and all persons interested are requested to make early application at the office of the undersigned, where every information may be obtained on the shortest notice and upon the most reasonable terms. Applications will be received up to the date advertised, and tenders must be endorsed accordingly. The lowest or any tender not necessarily accepted. — [8, 1261, 118, 1368]
body-text: The following particulars are submitted for the information of readers of this journal, and all persons interested are requested to make early application at the office of the undersigned, where every information may be obtained on the shortest notice and upon the most reasonable terms. Applications will be received up to the date advertised, and tenders must be endorsed accordingly. The lowest or any tender not necessarily accepted. — [800, 1342, 900, 1463]
ad-heading: TEN POUND REWARD — [125, 957, 231, 969]
body-text: The following particulars are submitted for the information of readers of this journal, and all persons interested are requested to make early application at the office of the undersigned, where every information may be obtained on the shortest notice and upon the most reasonable terms. Applications will be received up to the date advertised, and tenders must be endorsed accordingly. The lowest or any tender not necessarily accepted. — [352, 181, 460, 296]
divider — [238, 1395, 346, 1396]
divider — [352, 1703, 460, 1704]
body-text: The following particulars are submitted for the information of readers of this journal, and all persons interested are requested to make early application at the office of the undersigned, where every information may be obtained on the shortest notice and upon the most reasonable terms. Applications will be received up to the date advertised, and tenders must be endorsed accordingly. The lowest or any tender not necessarily accepted. — [800, 1491, 900, 1613]
ad-caption: LORNE STREET, WELLINGTON — [822, 1933, 878, 1949]
ad-caption: QUEEN STREET, MASTERTON — [715, 1390, 773, 1406]
ad-heading: BALL, — [147, 112, 209, 137]
divider — [466, 1312, 574, 1313]
body-text: The following particulars are submitted for the information of readers of this journal, and all persons interested are requested to make early application at the office of the undersigned, where every information may be obtained on the shortest notice and upon the most reasonable terms. Applications will be received up to the date advertised, and tenders must be endorsed accordingly. The lowest or any tender not necessarily accepted. — [906, 729, 1106, 790]
body-text: The following particulars are submitted for the information of readers of this journal, and all persons interested are requested to make early application at the office of the undersigned, where every information may be obtained on the shortest notice and upon the most reasonable terms. Applications will be received up to the date advertised, and tenders must be endorsed accordingly. The lowest or any tender not necessarily accepted. — [906, 1442, 1106, 1503]
ad-heading: SALSALINE — [491, 1609, 549, 1621]
divider — [124, 1089, 232, 1090]
body-text: The following particulars are submitted for the information of readers of this journal, and all persons interested are requested to make early application at the office of the undersigned, where every information may be obtained on the shortest notice and upon the most reasonable terms. Applications will be received up to the date advertised, and tenders must be endorsed accordingly. The lowest or any tender not necessarily accepted. — [8, 183, 118, 290]
column-rule — [121, 46, 122, 2056]
ad-heading: THOMAS BALLINGER, — [488, 816, 552, 839]
column-8 — [800, 45, 900, 2071]
ad-heading: Fire Brigade — [140, 94, 216, 111]
